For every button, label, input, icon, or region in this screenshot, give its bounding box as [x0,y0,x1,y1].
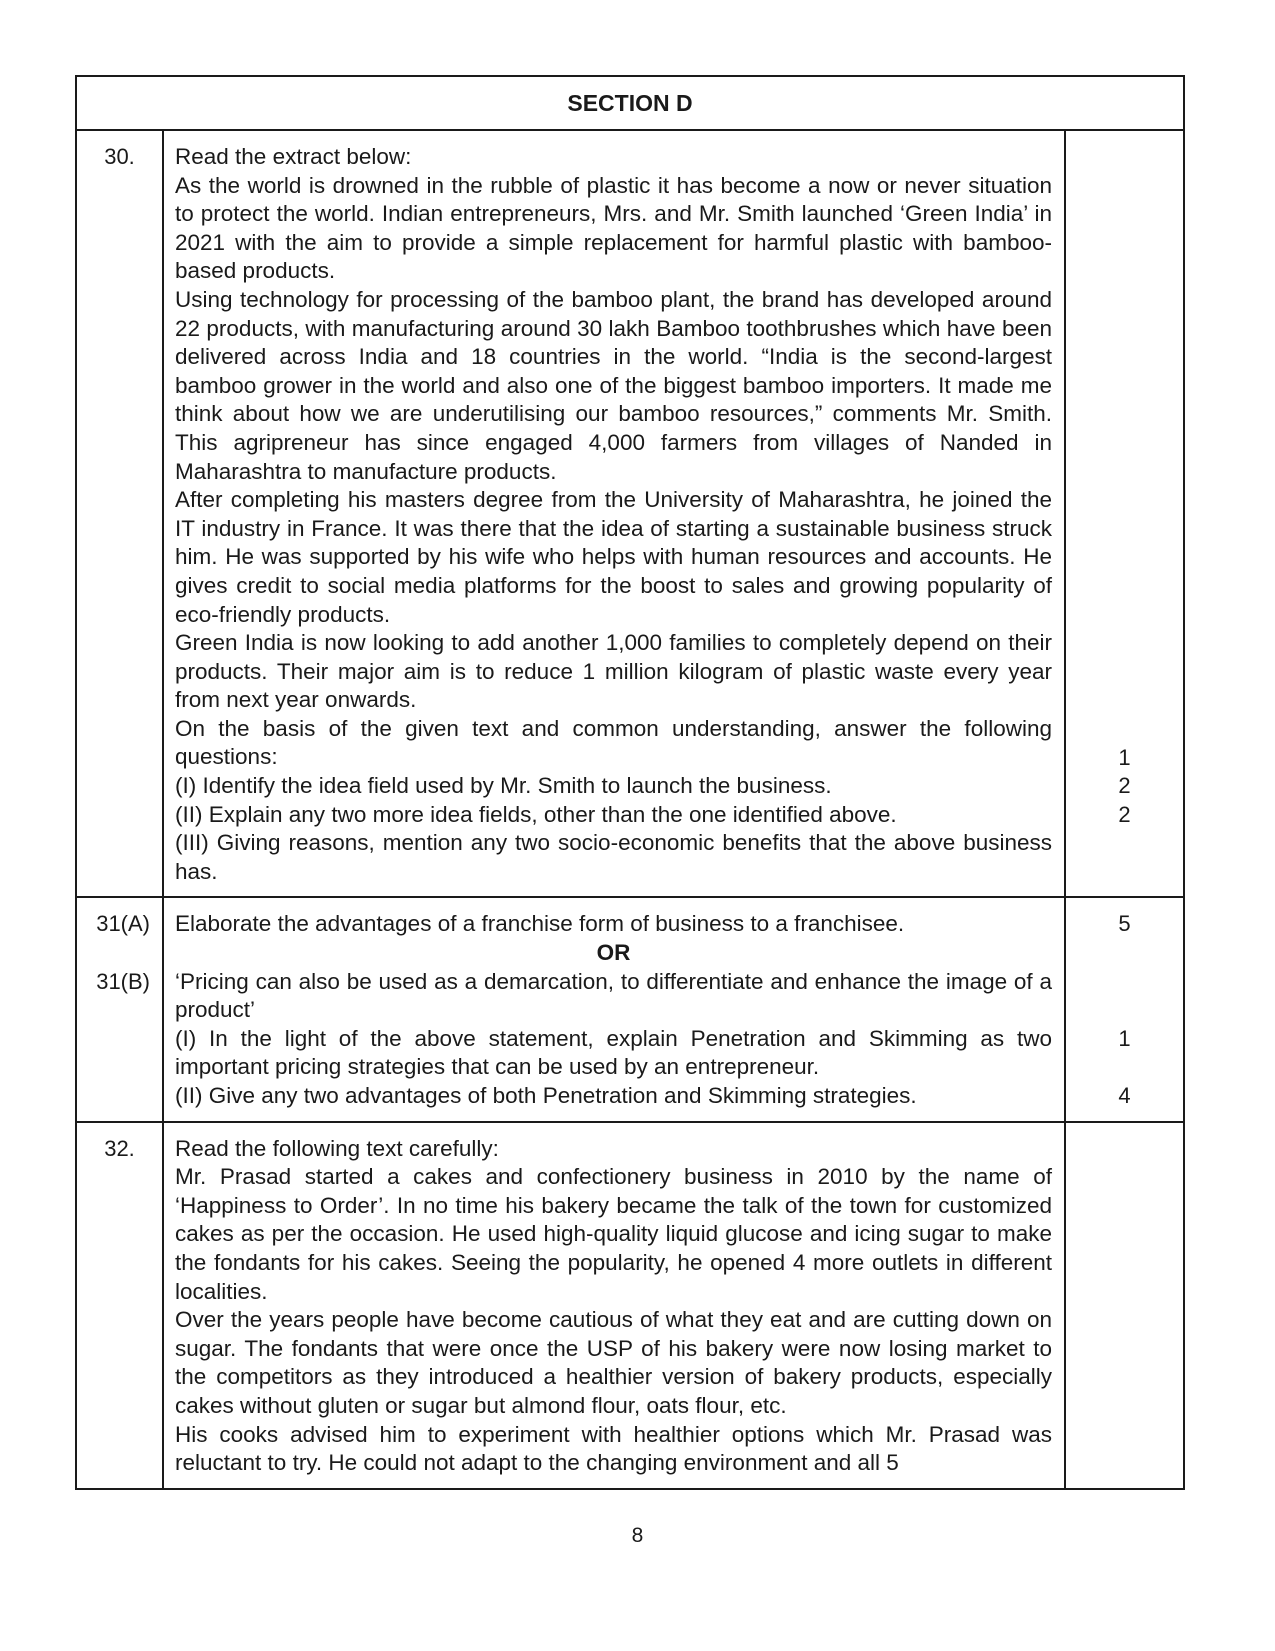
paragraph: On the basis of the given text and common understanding, answer the following questions: [175,715,1052,770]
question-row-31 [77,898,1183,1122]
paragraph: Read the extract below: [175,144,412,169]
paragraph: Mr. Prasad started a cakes and confectionery business in 2010 by the name of ‘Happiness to Order’. In no time his bakery became the talk of the town for customized cakes as per the occasion. He used high-quality liquid glucose and icing sugar to make the fondants for his cakes. Seeing the popularity, he opened 4 more outlets in different localities. [175,1164,1052,1304]
question-text [164,1123,1066,1488]
marks-value: 1 [1118,1025,1131,1051]
section-title: SECTION D [77,77,1183,131]
marks-value: 4 [1118,1083,1131,1108]
question-text [164,898,1066,1120]
question-number: 31(B) [96,968,150,994]
sub-question: (II) Explain any two more idea fields, other than the one identified above. [175,801,897,827]
page-number: 8 [631,1524,644,1547]
marks-column [1066,131,1183,896]
question-number: 31(A) [96,911,150,937]
question-table [75,75,1185,1490]
marks-column [1066,1123,1183,1488]
or-divider: OR [596,940,631,966]
marks-value: 5 [1118,911,1131,937]
paragraph: Over the years people have become cautious of what they eat and are cutting down on sugar. The fondants that were once the USP of his bakery were now losing market to the competitors as they introduced a healthier version of bakery products, especially cakes without gluten or sugar but almond flour, oats flour, etc. [175,1307,1052,1418]
marks-value: 2 [1118,801,1131,827]
sub-question: (I) Identify the idea field used by Mr. Smith to launch the business. [175,773,832,799]
question-number: 30. [77,131,164,896]
sub-question: (II) Give any two advantages of both Penetration and Skimming strategies. [175,1083,917,1108]
paragraph: Using technology for processing of the bamboo plant, the brand has developed around 22 products, with manufacturing around 30 lakh Bamboo toothbrushes which have been delivered across India and 18 countries in the world. “India is the second-largest bamboo grower in the world and also one of the biggest bamboo importers. It made me think about how we are underutilising our bamboo resources,” comments Mr. Smith. This agripreneur has since engaged 4,000 farmers from villages of Nanded in Maharashtra to manufacture products. [175,286,1052,484]
paragraph: Green India is now looking to add another 1,000 families to completely depend on their products. Their major aim is to reduce 1 million kilogram of plastic waste every year from next year onwards. [175,630,1052,713]
paragraph: ‘Pricing can also be used as a demarcation, to differentiate and enhance the image of a product’ [175,968,1052,1023]
paragraph: As the world is drowned in the rubble of plastic it has become a now or never situation to protect the world. Indian entrepreneurs, Mrs. and Mr. Smith launched ‘Green India’ in 2021 with the aim to provide a simple replacement for harmful plastic with bamboo-based products. [175,172,1052,284]
paragraph: His cooks advised him to experiment with healthier options which Mr. Prasad was reluctant to try. He could not adapt to the changing environment and all 5 [175,1421,1052,1476]
question-row-32 [77,1123,1183,1488]
question-number-column [77,898,164,1120]
sub-question: (III) Giving reasons, mention any two socio-economic benefits that the above business has. [175,830,1052,884]
paragraph: Elaborate the advantages of a franchise form of business to a franchisee. [175,911,905,937]
question-number: 32. [77,1123,164,1488]
question-text [164,131,1066,896]
marks-column [1066,898,1183,1120]
marks-value: 1 [1118,744,1131,770]
sub-question: (I) In the light of the above statement, explain Penetration and Skimming as two important pricing strategies that can be used by an entrepreneur. [175,1025,1052,1080]
paragraph: Read the following text carefully: [175,1135,499,1161]
marks-value: 2 [1118,773,1131,799]
paragraph: After completing his masters degree from the University of Maharashtra, he joined the IT industry in France. It was there that the idea of starting a sustainable business struck him. He was supported by his wife who helps with human resources and accounts. He gives credit to social media platforms for the boost to sales and growing popularity of eco-friendly products. [175,487,1052,627]
question-row-30 [77,131,1183,898]
